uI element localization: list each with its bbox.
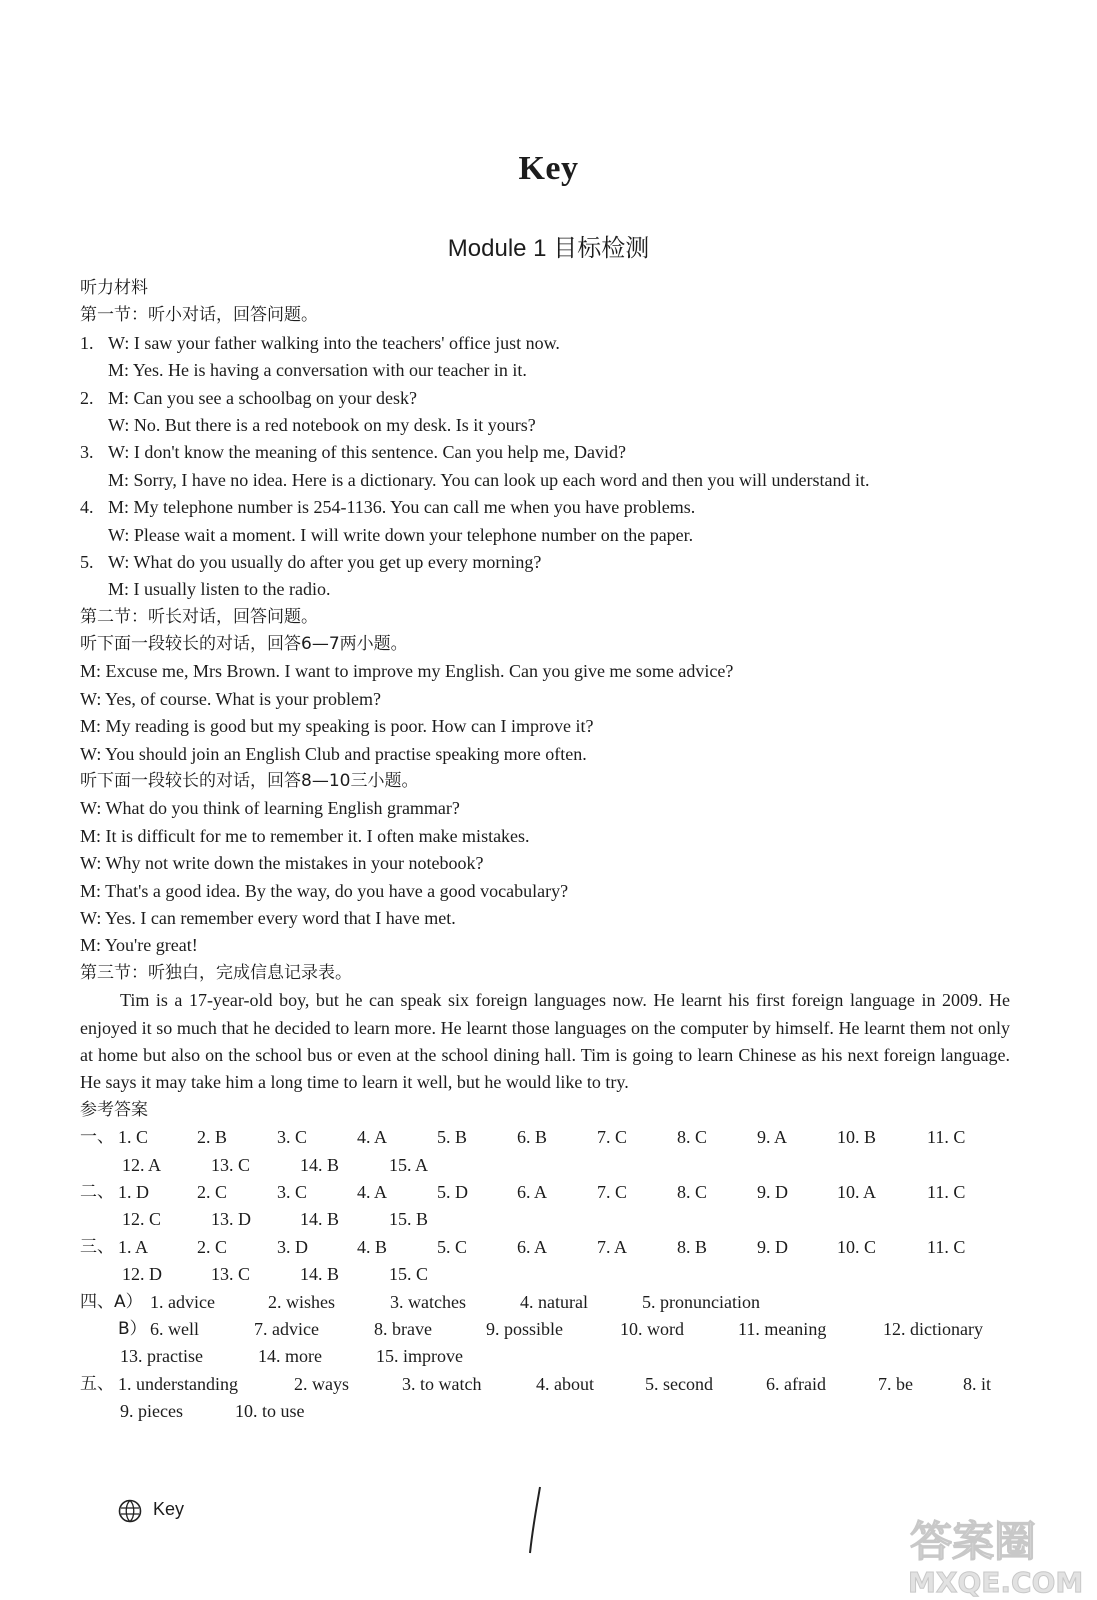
- answer-item: 5. C: [437, 1236, 468, 1257]
- listening-heading: 听力材料: [80, 278, 148, 298]
- dialog-2: [80, 385, 1010, 440]
- answer-item: 12. C: [122, 1209, 162, 1230]
- dialog-number: 3.: [80, 442, 94, 463]
- answer-item: 4. A: [357, 1127, 388, 1148]
- answer-item: 7. be: [878, 1373, 913, 1394]
- dialog-line: M: My reading is good but my speaking is poor. How can I improve it?: [80, 716, 594, 737]
- answer-row: [80, 1371, 1010, 1398]
- answer-item: 1. advice: [150, 1291, 215, 1312]
- answer-item: 11. C: [927, 1181, 966, 1202]
- answer-item: 2. ways: [294, 1373, 349, 1394]
- answer-item: 7. advice: [254, 1318, 319, 1339]
- answer-row: [80, 1234, 1010, 1261]
- section1-heading: 第一节：听小对话，回答问题。: [80, 305, 318, 326]
- answer-item: 8. brave: [374, 1318, 432, 1339]
- answer-item: 15. B: [389, 1209, 429, 1230]
- dialog-line: W: Yes, of course. What is your problem?: [80, 688, 381, 709]
- dialog-line: M: That's a good idea. By the way, do you have a good vocabulary?: [80, 880, 569, 901]
- dialog-line: M: Excuse me, Mrs Brown. I want to improve my English. Can you give me some advice?: [80, 661, 734, 682]
- answer-item: 2. B: [197, 1127, 228, 1148]
- dialog-line: W: I saw your father walking into the teachers' office just now.: [108, 332, 560, 353]
- dialog-line: W: Yes. I can remember every word that I have met.: [80, 907, 456, 928]
- part-label: 三、: [80, 1236, 114, 1257]
- answer-item: 9. A: [757, 1127, 788, 1148]
- part-label: B）: [118, 1318, 147, 1339]
- answers-heading: 参考答案: [80, 1099, 148, 1120]
- answer-item: 11. meaning: [738, 1318, 827, 1339]
- answer-item: 14. B: [300, 1154, 340, 1175]
- watermark-logo: [890, 1508, 1090, 1598]
- dialog-number: 1.: [80, 332, 94, 353]
- answer-row: [80, 1206, 1010, 1233]
- answer-item: 5. second: [645, 1373, 713, 1394]
- answer-item: 10. word: [620, 1318, 684, 1339]
- dialog-line: M: Can you see a schoolbag on your desk?: [108, 387, 417, 408]
- answer-item: 3. C: [277, 1181, 308, 1202]
- answer-item: 7. C: [597, 1181, 628, 1202]
- dialog-line: M: It is difficult for me to remember it. I often make mistakes.: [80, 825, 530, 846]
- answer-item: 12. A: [122, 1154, 162, 1175]
- answer-item: 5. D: [437, 1181, 468, 1202]
- dialog-line: W: Why not write down the mistakes in your notebook?: [80, 853, 484, 874]
- long-dialog-1-instruction: 听下面一段较长的对话，回答6—7两小题。: [80, 634, 408, 655]
- pen-stroke: [525, 1485, 545, 1555]
- answer-item: 1. D: [118, 1181, 149, 1202]
- answer-item: 6. A: [517, 1236, 548, 1257]
- answer-item: 10. to use: [235, 1401, 305, 1422]
- answer-row: [80, 1343, 1010, 1370]
- answer-item: 9. D: [757, 1236, 788, 1257]
- dialog-line: W: No. But there is a red notebook on my desk. Is it yours?: [108, 414, 536, 435]
- answer-item: 1. C: [118, 1127, 149, 1148]
- answer-item: 14. B: [300, 1264, 340, 1285]
- page-title: Key: [518, 150, 579, 187]
- dialog-line: W: What do you think of learning English grammar?: [80, 798, 460, 819]
- answer-item: 4. B: [357, 1236, 388, 1257]
- dialog-line: M: Sorry, I have no idea. Here is a dictionary. You can look up each word and then you will understand it.: [108, 469, 870, 490]
- answer-item: 4. natural: [520, 1291, 588, 1312]
- watermark-title: 答案圈: [910, 1517, 1037, 1566]
- dialog-line: W: What do you usually do after you get up every morning?: [108, 551, 542, 572]
- answer-item: 13. D: [211, 1209, 251, 1230]
- answer-item: 8. C: [677, 1181, 708, 1202]
- answer-item: 9. pieces: [120, 1401, 183, 1422]
- answer-item: 10. B: [837, 1127, 877, 1148]
- answer-item: 8. C: [677, 1127, 708, 1148]
- answer-item: 3. C: [277, 1127, 308, 1148]
- part-label: 五、: [80, 1373, 114, 1394]
- answer-item: 13. C: [211, 1154, 251, 1175]
- answer-item: 14. B: [300, 1209, 340, 1230]
- dialog-line: M: I usually listen to the radio.: [108, 579, 331, 600]
- dialog-3: [80, 439, 1010, 494]
- part-label: 二、: [80, 1181, 114, 1202]
- dialog-line: M: Yes. He is having a conversation with our teacher in it.: [108, 360, 527, 381]
- answer-item: 2. wishes: [268, 1291, 335, 1312]
- answer-item: 15. A: [389, 1154, 429, 1175]
- answer-item: 8. it: [963, 1373, 992, 1394]
- dialog-number: 5.: [80, 551, 94, 572]
- answer-item: 6. A: [517, 1181, 548, 1202]
- answer-item: 5. B: [437, 1127, 468, 1148]
- answer-row: [80, 1261, 1010, 1288]
- answer-item: 10. A: [837, 1181, 877, 1202]
- dialog-line: W: Please wait a moment. I will write down your telephone number on the paper.: [108, 524, 694, 545]
- answer-row: [80, 1289, 1010, 1316]
- answer-item: 11. C: [927, 1236, 966, 1257]
- dialog-line: M: You're great!: [80, 935, 198, 956]
- dialog-4: [80, 494, 1010, 549]
- dialog-line: W: I don't know the meaning of this sentence. Can you help me, David?: [108, 442, 626, 463]
- answer-item: 11. C: [927, 1127, 966, 1148]
- answer-item: 1. understanding: [118, 1373, 238, 1394]
- dialog-1: [80, 330, 1010, 385]
- answer-item: 13. C: [211, 1264, 251, 1285]
- section2-heading: 第二节：听长对话，回答问题。: [80, 606, 318, 627]
- dialog-5: [80, 549, 1010, 604]
- answer-item: 8. B: [677, 1236, 708, 1257]
- answer-item: 12. D: [122, 1264, 162, 1285]
- dialog-number: 2.: [80, 387, 94, 408]
- section3-heading: 第三节：听独白，完成信息记录表。: [80, 962, 352, 983]
- answer-item: 3. to watch: [402, 1373, 482, 1394]
- answer-item: 10. C: [837, 1236, 877, 1257]
- answer-row: [80, 1152, 1010, 1179]
- answer-item: 12. dictionary: [883, 1318, 983, 1339]
- answer-item: 6. well: [150, 1318, 199, 1339]
- content: [80, 275, 1010, 1425]
- answer-row: [80, 1179, 1010, 1206]
- answer-item: 4. A: [357, 1181, 388, 1202]
- answer-item: 15. improve: [376, 1346, 463, 1367]
- answer-item: 1. A: [118, 1236, 149, 1257]
- watermark-url: MXQE.COM: [908, 1566, 1084, 1598]
- answer-item: 14. more: [258, 1346, 322, 1367]
- answer-item: 7. A: [597, 1236, 628, 1257]
- answer-item: 6. afraid: [766, 1373, 826, 1394]
- answer-row: [80, 1124, 1010, 1151]
- module-title: Module 1 目标检测: [447, 235, 650, 262]
- answer-item: 4. about: [536, 1373, 594, 1394]
- answer-item: 2. C: [197, 1236, 228, 1257]
- answer-item: 6. B: [517, 1127, 548, 1148]
- dialog-line: M: My telephone number is 254-1136. You can call me when you have problems.: [108, 497, 696, 518]
- dialog-number: 4.: [80, 497, 94, 518]
- answer-row: [80, 1398, 1010, 1425]
- answer-item: 5. pronunciation: [642, 1291, 760, 1312]
- answer-item: 7. C: [597, 1127, 628, 1148]
- answer-item: 2. C: [197, 1181, 228, 1202]
- part-label: 一、: [80, 1127, 114, 1148]
- part-label: 四、A）: [80, 1291, 143, 1312]
- answer-item: 3. watches: [390, 1291, 466, 1312]
- answer-item: 9. possible: [486, 1318, 564, 1339]
- answer-item: 3. D: [277, 1236, 308, 1257]
- globe-icon: [118, 1499, 142, 1523]
- dialog-line: W: You should join an English Club and practise speaking more often.: [80, 743, 587, 764]
- answer-item: 9. D: [757, 1181, 788, 1202]
- footer-label: Key: [153, 1499, 185, 1519]
- monologue-paragraph: Tim is a 17-year-old boy, but he can speak six foreign languages now. He learnt his first foreign language in 2009. He enjoyed it so much that he decided to learn more. He learnt those languages on the computer by himself. He learnt them not only at home but also on the school bus or even at the school dining hall. Tim is going to learn Chinese as his next foreign language. He says it may take him a long time to learn it well, but he would like to try.: [80, 990, 1010, 1093]
- answer-row: [80, 1316, 1010, 1343]
- answer-item: 13. practise: [120, 1346, 203, 1367]
- answer-item: 15. C: [389, 1264, 429, 1285]
- long-dialog-2-instruction: 听下面一段较长的对话，回答8—10三小题。: [80, 771, 419, 792]
